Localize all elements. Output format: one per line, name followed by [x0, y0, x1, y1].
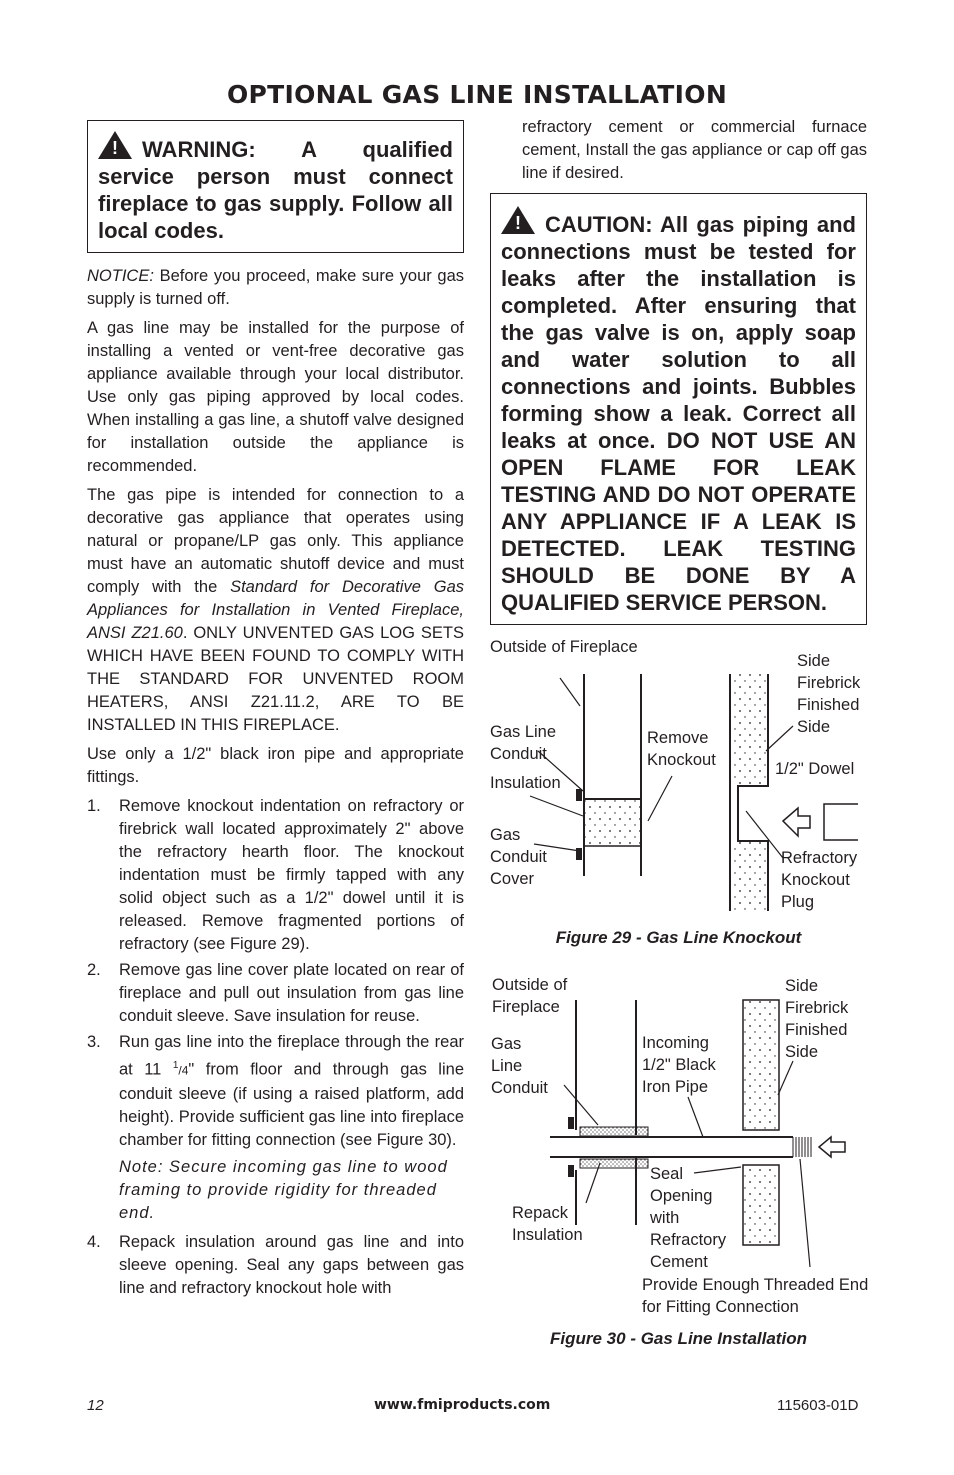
notice-paragraph: [87, 265, 464, 311]
continued-text: refractory cement or commercial furnace cement, Install the gas appliance or cap off gas line if desired.: [522, 118, 867, 182]
label-remove-knockout: Remove Knockout: [647, 729, 716, 769]
warning-text: WARNING: A qualified service person must connect fireplace to gas supply. Follow all local codes.: [98, 137, 453, 243]
warning-icon: !: [98, 131, 132, 159]
para2-text-a: The gas pipe is intended for connection to a decorative gas appliance that operates using natural or propane/LP gas only. This appliance must have an automatic shutoff device and must comply with the: [87, 486, 464, 596]
figure-30-caption: Figure 30 - Gas Line Installation: [550, 1329, 807, 1348]
list-item: [87, 1231, 464, 1300]
step-number: 2.: [87, 961, 101, 979]
document-number: 115603-01D: [777, 1397, 859, 1414]
label-refractory-plug: Refractory Knockout Plug: [781, 849, 858, 911]
step-text: " from floor and through gas line conduit sleeve (if using a raised platform, add height). Provide sufficient gas line into fireplace chamber for fitting connection (see Figure 30).: [119, 1060, 464, 1149]
label-dowel: 1/2" Dowel: [775, 760, 855, 778]
step-number: 1.: [87, 797, 101, 815]
label-side-firebrick: Side Firebrick Finished Side: [785, 977, 849, 1061]
label-outside-fireplace: Outside of Fireplace: [492, 976, 568, 1016]
note: Note: Secure incoming gas line to wood framing to provide rigidity for threaded end.: [119, 1157, 448, 1222]
steps-list: [87, 795, 464, 1152]
figure-29-caption: Figure 29 - Gas Line Knockout: [555, 928, 802, 947]
paragraph-1: A gas line may be installed for the purpose of installing a vented or vent-free decorative gas appliance available through your local distributor. Use only gas piping approved by local codes. When installing a gas line, a shutoff valve designed for installation outside the appliance is recommended.: [87, 319, 464, 475]
step-number: 3.: [87, 1033, 101, 1051]
step-number: 4.: [87, 1232, 101, 1251]
label-incoming-pipe: Incoming 1/2" Black Iron Pipe: [642, 1034, 716, 1096]
paragraph-3: Use only a 1/2" black iron pipe and appropriate fittings.: [87, 745, 464, 786]
page-title: OPTIONAL GAS LINE INSTALLATION: [226, 80, 728, 109]
label-repack-insulation: Repack Insulation: [512, 1204, 583, 1244]
list-item: [87, 959, 464, 1028]
right-column: [490, 116, 867, 625]
page-number: 12: [87, 1397, 104, 1414]
caution-icon: !: [501, 206, 535, 234]
caution-box: [490, 193, 867, 625]
list-item: [87, 795, 464, 956]
label-side-firebrick: Side Firebrick Finished Side: [797, 652, 861, 736]
label-gas-line-conduit: Gas Line Conduit: [490, 723, 557, 763]
caution-text: CAUTION: All gas piping and connections must be tested for leaks after the installation is completed. After ensuring that the gas valve is on, apply soap and water solution to all connections and joints. Bubbles forming show a leak. Correct all leaks at once. DO NOT USE AN OPEN FLAME FOR LEAK TESTING AND DO NOT OPERATE ANY APPLIANCE IF A LEAK IS DETECTED. LEAK TESTING SHOULD BE DONE BY A QUALIFIED SERVICE PERSON.: [501, 212, 856, 615]
label-gas-conduit-cover: Gas Conduit Cover: [490, 826, 547, 888]
label-outside-fireplace: Outside of Fireplace: [490, 638, 638, 656]
notice-text: Before you proceed, make sure your gas supply is turned off.: [87, 267, 464, 308]
step-text: Remove knockout indentation on refractory or firebrick wall located approximately 2" above the refractory hearth floor. The knockout indentation must be firmly tapped with any solid object such as a 1/2" dowel until it is released. Remove fragmented portions of refractory (see Figure 29).: [119, 797, 464, 953]
website-url: www.fmiproducts.com: [374, 1397, 551, 1413]
step-text: Run gas line into the fireplace through the rear at 11: [119, 1033, 464, 1079]
step-text: Repack insulation around gas line and into sleeve opening. Seal any gaps between gas line and refractory knockout hole with: [119, 1232, 464, 1297]
warning-box: [87, 120, 464, 253]
paragraph-2: [87, 484, 464, 737]
fraction-numerator: 1: [172, 1060, 179, 1071]
fraction-denominator: /4: [178, 1063, 189, 1078]
list-item: [87, 1031, 464, 1152]
label-seal-opening: Seal Opening with Refractory Cement: [650, 1165, 727, 1271]
left-column: [87, 120, 464, 1303]
notice-label: NOTICE:: [87, 267, 154, 285]
standard-reference: Standard for Decorative Gas Appliances for Installation in Vented Fireplace, ANSI Z21.60: [87, 578, 464, 642]
label-insulation: Insulation: [490, 774, 561, 792]
step-text: Remove gas line cover plate located on rear of fireplace and pull out insulation from gas line conduit sleeve. Save insulation for reuse.: [119, 961, 464, 1025]
label-gas-line-conduit: Gas Line Conduit: [491, 1035, 548, 1097]
label-threaded-end: Provide Enough Threaded End for Fitting Connection: [642, 1276, 869, 1316]
steps-list-continued: [87, 1231, 464, 1300]
para2-text-b: . ONLY UNVENTED GAS LOG SETS WHICH HAVE BEEN FOUND TO COMPLY WITH THE STANDARD FOR UNVENTED ROOM HEATERS, ANSI Z21.11.2, ARE TO BE INSTALLED IN THIS FIREPLACE.: [87, 624, 464, 734]
